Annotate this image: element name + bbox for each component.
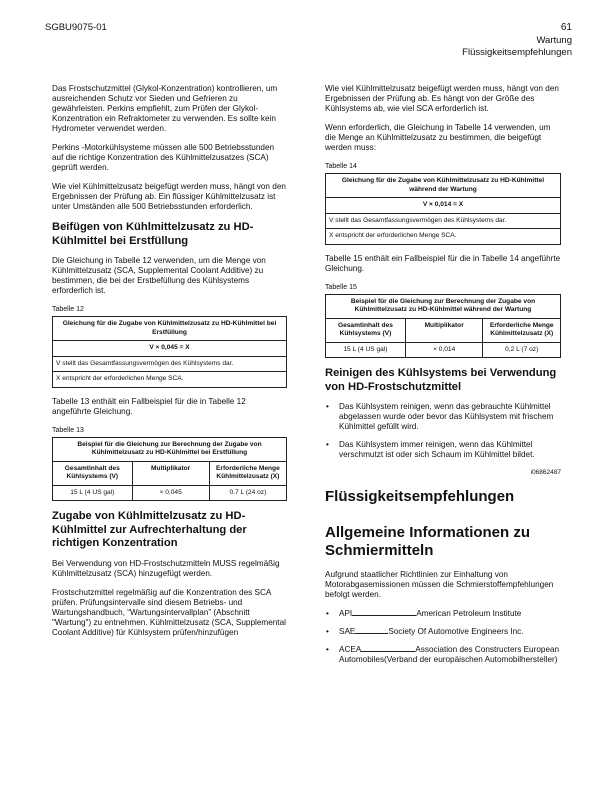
table-note: X entspricht der erforderlichen Menge SCA. (326, 229, 561, 245)
table-cell: 0,2 L (7 oz) (483, 342, 561, 358)
section-heading: Zugabe von Kühlmittelzusatz zu HD-Kühlmittel zur Aufrechterhaltung der richtigen Konzentration (52, 510, 247, 549)
table-12 (52, 316, 287, 388)
column-header: Erforderliche Menge Kühlmittelzusatz (X) (209, 461, 286, 485)
abbr-code: API (339, 609, 353, 618)
paragraph: Wie viel Kühlmittelzusatz beigefügt werden muss, hängt von den Ergebnissen der Prüfung ab. Es hängt von der Größe des Kühlsystems ab, wie viel SCA erforderlich ist. (325, 84, 559, 113)
abbr-text: Association des Constructers European Automobiles(Verband der europäischen Automobilhersteller) (339, 645, 560, 664)
table-cell: 15 L (4 US gal) (53, 485, 133, 501)
right-column (325, 84, 561, 673)
table-title: Beispiel für die Gleichung zur Berechnung der Zugabe von Kühlmittelzusatz zu HD-Kühlmittel während der Wartung (326, 294, 561, 318)
list-item: • Das Kühlsystem immer reinigen, wenn das Kühlmittel verschmutzt ist oder sich Schaum im Kühlmittel bildet. (326, 440, 535, 459)
bullet-icon: • (326, 609, 329, 618)
table-caption: Tabelle 15 (325, 283, 357, 291)
abbr-text: Society Of Automotive Engineers Inc. (388, 627, 524, 636)
table-note: V stellt das Gesamtfassungsvermögen des Kühlsystems dar. (53, 356, 287, 372)
table-note: X entspricht der erforderlichen Menge SCA. (53, 372, 287, 388)
table-14 (325, 173, 561, 245)
column-header: Multiplikator (405, 318, 483, 342)
doc-id: SGBU9075-01 (45, 22, 107, 33)
column-header: Gesamtinhalt des Kühlsystems (V) (53, 461, 133, 485)
abbr-leader-line (352, 615, 416, 616)
section-heading-large: Allgemeine Informationen zu Schmiermitteln (325, 524, 531, 559)
table-caption: Tabelle 12 (52, 306, 84, 313)
table-caption: Tabelle 14 (325, 163, 357, 170)
subsection-name: Flüssigkeitsempfehlungen (462, 47, 572, 58)
paragraph: Tabelle 15 enthält ein Fallbeispiel für die in Tabelle 14 angeführte Gleichung. (325, 253, 561, 273)
paragraph: Das Frostschutzmittel (Glykol-Konzentration) kontrollieren, um ausreichenden Schutz vor Sieden und Gefrieren zu gewährleisten. Perkins empfiehlt, zum Prüfen der Glykol-Konzentration ein Refraktometer zu verwenden. Es sollte kein Hydrometer verwendet werden. (52, 84, 278, 133)
table-cell: × 0,045 (132, 485, 209, 501)
paragraph: Bei Verwendung von HD-Frostschutzmitteln MUSS regelmäßig Kühlmittelzusatz (SCA) hinzugefügt werden. (52, 558, 280, 578)
column-header: Gesamtinhalt des Kühlsystems (V) (326, 318, 406, 342)
column-header: Erforderliche Menge Kühlmittelzusatz (X) (483, 318, 561, 342)
abbr-code: ACEA (339, 645, 362, 654)
list-item: • Das Kühlsystem reinigen, wenn das gebrauchte Kühlmittel abgelassen wurde oder bevor das Kühlsystem mit frischem Kühlmittel gefüllt wird. (326, 402, 554, 431)
paragraph: Frostschutzmittel regelmäßig auf die Konzentration des SCA prüfen. Prüfungsintervalle sind diesem Betriebs- und Wartungshandbuch, “Wartungsintervallplan” (Abschnitt "Wartung") zu entnehmen. Kühlmittelzusatz (SCA, Supplemental Coolant Additive) für Kühlsystem prüfen/hinzufügen (52, 587, 286, 637)
reference-id: i06862487 (530, 469, 561, 476)
section-heading: Reinigen des Kühlsystems bei Verwendung von HD-Frostschutzmittel (325, 367, 557, 393)
section-name: Wartung (536, 34, 572, 46)
paragraph: Perkins -Motorkühlsysteme müssen alle 500 Betriebsstunden auf die richtige Konzentration des Kühlmittelzusatzes (SCA) geprüft werden. (52, 143, 275, 172)
formula: V × 0,014 = X (326, 198, 561, 214)
bullet-list (325, 402, 561, 460)
formula: V × 0,045 = X (53, 341, 287, 357)
abbreviation-list (325, 609, 561, 665)
table-title: Gleichung für die Zugabe von Kühlmittelzusatz zu HD-Kühlmittel bei Erstfüllung (53, 317, 287, 341)
abbr-leader-line (355, 633, 388, 634)
running-header (462, 22, 572, 60)
paragraph: Wie viel Kühlmittelzusatz beigefügt werden muss, hängt von den Ergebnissen der Prüfung ab. Ein flüssiger Kühlmittelzusatz ist unter Umständen alle 500 Betriebsstunden erforderlich. (52, 182, 286, 211)
list-item (325, 645, 561, 665)
paragraph: Aufgrund staatlicher Richtlinien zur Einhaltung von Motorabgasemissionen müssen die Schmierstoffempfehlungen befolgt werden. (325, 570, 554, 599)
bullet-icon: • (326, 645, 329, 654)
table-title: Beispiel für die Gleichung zur Berechnung der Zugabe von Kühlmittelzusatz zu HD-Kühlmittel bei Erstfüllung (53, 437, 287, 461)
page-number: 61 (560, 22, 572, 33)
bullet-icon: • (326, 627, 329, 636)
abbr-code: SAE (339, 627, 356, 636)
list-item (325, 609, 561, 619)
bullet-icon: • (326, 440, 329, 449)
table-cell: × 0,014 (405, 342, 483, 358)
paragraph: Die Gleichung in Tabelle 12 verwenden, um die Menge von Kühlmittelzusatz (SCA, Supplemental Coolant Additive) zu bestimmen, die bei der Erstbefüllung des Kühlsystems erforderlich ist. (52, 256, 266, 295)
table-note: V stellt das Gesamtfassungsvermögen des Kühlsystems dar. (326, 213, 561, 229)
list-item (325, 627, 561, 637)
table-13 (52, 437, 287, 502)
table-cell: 15 L (4 US gal) (326, 342, 406, 358)
abbr-leader-line (361, 651, 415, 652)
section-heading: Beifügen von Kühlmittelzusatz zu HD-Kühlmittel bei Erstfüllung (52, 221, 254, 247)
left-column (52, 84, 287, 647)
bullet-icon: • (326, 402, 329, 411)
paragraph: Tabelle 13 enthält ein Fallbeispiel für die in Tabelle 12 angeführte Gleichung. (52, 396, 246, 416)
table-15 (325, 294, 561, 359)
column-header: Multiplikator (132, 461, 209, 485)
paragraph: Wenn erforderlich, die Gleichung in Tabelle 14 verwenden, um die Menge an Kühlmittelzusatz zu bestimmen, die beigefügt werden muss: (325, 123, 551, 152)
abbr-text: American Petroleum Institute (416, 609, 522, 618)
table-cell: 0.7 L (24 oz) (209, 485, 286, 501)
chapter-title: Flüssigkeitsempfehlungen (325, 488, 515, 505)
table-caption: Tabelle 13 (52, 426, 84, 434)
table-title: Gleichung für die Zugabe von Kühlmittelzusatz zu HD-Kühlmittel während der Wartung (326, 174, 561, 198)
